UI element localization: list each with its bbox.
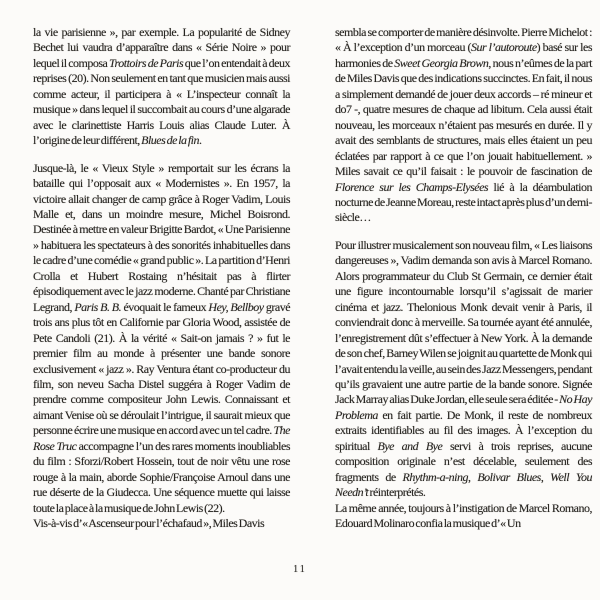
paragraph-liaisons-dangereuses: Pour illustrer musicalement son nouveau film, « Les liaisons dangereuses », Vadim demanda son avis à Marcel Romano. Alors programmateur du Club St Germain, ce dernier était une figure incontournable lorsqu’il s’agissait de marier cinéma et jazz. Thelonious Monk devait venir à Paris, il conviendrait donc à merveille. Sa tournée ayant été annulée, l’enregistrement dût s’effectuer à New York. À la demande de son chef, Barney Wilen se joignit au quartette de Monk qui l’avait entendu la veille, au sein des Jazz Messengers, pendant qu’ils gravaient une autre partie de la bande sonore. Signée Jack Marray alias Duke Jordan, elle seule sera éditée - No Hay Problema en fait partie. De Monk, il reste de nombreux extraits identifiables au fil des images. À l’exception du spiritual Bye and Bye servi à trois reprises, aucune composition originale n’est décelable, seulement des fragments de Rhythm-a-ning, Bolivar Blues, Well You Needn’t réinterprétés. bbox=[335, 237, 592, 500]
paragraph-vieux-style: Jusque-là, le « Vieux Style » remportait sur les écrans la bataille qui l’opposait aux « Modernistes ». En 1957, la victoire allait changer de camp grâce à Roger Vadim, Louis Malle et, dans un moindre mesure, Michel Boisrond. Destinée à mettre en valeur Brigitte Bardot, « Une Parisienne » habituera les spectateurs à des sonorités inhabituelles dans le cadre d’une comédie « grand public ». La partition d’Henri Crolla et Hubert Rostaing n’hésitait pas à flirter épisodiquement avec le jazz moderne. Chanté par Christiane Legrand, Paris B. B. évoquait le fameux Hey, Bellboy gravé trois ans plus tôt en Californie par Gloria Wood, assistée de Pete Candoli (21). À la vérité « Sait-on jamais ? » fut le premier film au monde à présenter une bande sonore exclusivement « jazz ». Ray Ventura étant co-producteur du film, son neveu Sacha Distel suggéra à Roger Vadim de prendre comme compositeur John Lewis. Connaissant et aimant Venise où se déroulait l’intrigue, il saurait mieux que personne écrire une musique en accord avec un tel cadre. The Rose Truc accompagne l’un des rares moments inoubliables du film : Sforzi/Robert Hossein, tout de noir vêtu une rose rouge à la main, aborde Sophie/Françoise Arnoul dans une rue déserte de la Giudecca. Une séquence muette qui laisse toute la place à la musique de John Lewis (22). bbox=[33, 160, 291, 515]
text-column-left bbox=[33, 25, 290, 532]
paragraph-ascenseur-start: Vis-à-vis d’« Ascenseur pour l’échafaud », Miles Davis bbox=[33, 516, 265, 531]
page-number: 11 bbox=[293, 564, 307, 575]
paragraph-meme-annee-start: La même année, toujours à l’instigation de Marcel Romano, Edouard Molinaro confia la musique d’« Un bbox=[335, 500, 592, 531]
paragraph-miles-davis: sembla se comporter de manière désinvolte. Pierre Michelot : « À l’exception d’un morceau (Sur l’autoroute) basé sur les harmonies de Sweet Georgia Brown, nous n’eûmes de la part de Miles Davis que des indications succinctes. En fait, il nous a simplement demandé de jouer deux accords – ré mineur et do7 -, quatre mesures de chaque ad libitum. Cela aussi était nouveau, les morceaux n’étaient pas mesurés en durée. Il y avait des semblants de structures, mais elles étaient un peu éclatées par rapport à ce que l’on jouait habituellement. » Miles savait ce qu’il faisait : le pouvoir de fascination de Florence sur les Champs-Elysées lié à la déambulation nocturne de Jeanne Moreau, reste intact après plus d’un demi-siècle… bbox=[335, 25, 592, 225]
paragraph-sidney-bechet: la vie parisienne », par exemple. La popularité de Sidney Bechet lui vaudra d’apparaître dans « Série Noire » pour lequel il composa Trottoirs de Paris que l’on entendait à deux reprises (20). Non seulement en tant que musicien mais aussi comme acteur, il participera à « L’inspecteur connaît la musique » dans lequel il succombait au cours d’une algarade avec le clarinettiste Harris Louis alias Claude Luter. À l’origine de leur différent, Blues de la fin. bbox=[33, 25, 291, 148]
text-column-right bbox=[335, 25, 592, 532]
